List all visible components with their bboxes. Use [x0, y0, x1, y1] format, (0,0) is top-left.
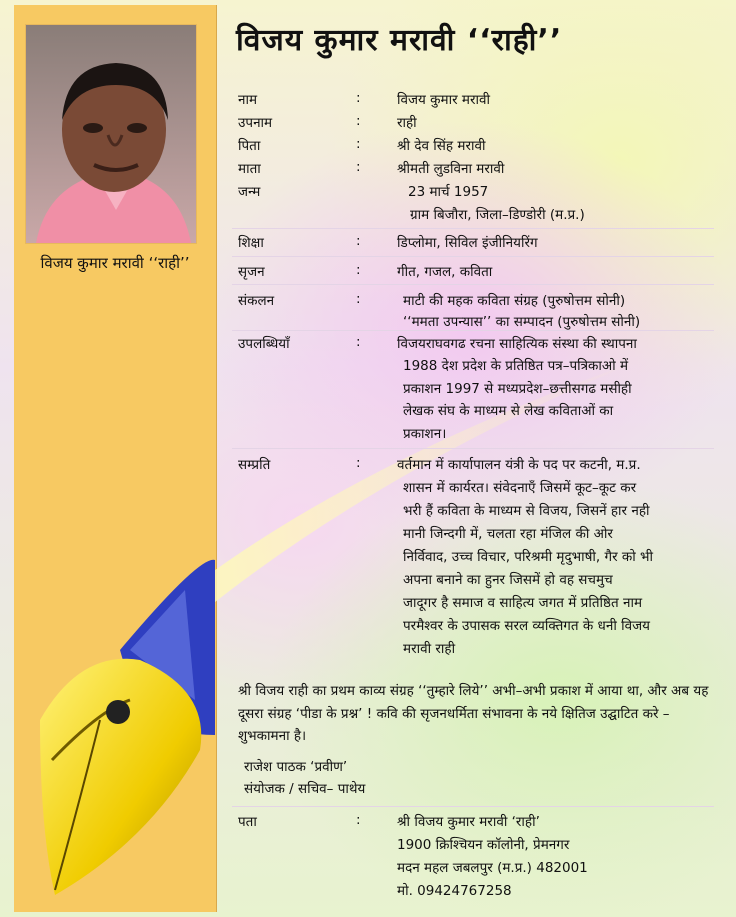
- current-line: भरी हैं कविता के माध्यम से विजय, जिसनें हार नही: [403, 503, 650, 519]
- colon: :: [356, 291, 361, 307]
- current-line: मरावी राही: [403, 641, 456, 657]
- colon: :: [356, 90, 361, 106]
- label-alias: उपनाम: [238, 115, 273, 131]
- current-line: मानी जिन्दगी में, चलता रहा मंजिल की ओर: [403, 526, 613, 542]
- colon: :: [356, 334, 361, 350]
- label-address: पता: [238, 814, 257, 830]
- achievement-line: लेखक संघ के माध्यम से लेख कविताओं का: [403, 403, 614, 419]
- appreciation-note: श्री विजय राही का प्रथम काव्य संग्रह ‘‘तुम्हारे लिये’’ अभी–अभी प्रकाश में आया था, और अब यह दूसरा संग्रह ‘पीडा के प्रश्न’ ! कवि की सृजनधर्मिता संभावना के नये क्षितिज उद्घाटित करे – शुभकामना है।: [238, 683, 709, 744]
- current-line: परमैश्वर के उपासक सरल व्यक्तिगत के धनी विजय: [403, 618, 650, 634]
- divider: [232, 448, 714, 449]
- colon: :: [356, 159, 361, 175]
- value-birth-place: ग्राम बिजौरा, जिला–डिण्डोरी (म.प्र.): [410, 207, 585, 223]
- address-line: श्री विजय कुमार मरावी ‘राही’: [397, 814, 540, 830]
- current-line: वर्तमान में कार्यापालन यंत्री के पद पर कटनी, म.प्र.: [397, 457, 641, 473]
- current-line: जादूगर है समाज व साहित्य जगत में प्रतिष्ठित नाम: [403, 595, 643, 611]
- value-mother: श्रीमती लुडविना मरावी: [397, 161, 505, 177]
- divider: [232, 228, 714, 229]
- value-compilation-1: माटी की महक कविता संग्रह (पुरुषोत्तम सोनी): [403, 293, 626, 309]
- label-compilation: संकलन: [238, 293, 275, 309]
- label-achievements: उपलब्धियाँ: [238, 336, 290, 352]
- colon: :: [356, 113, 361, 129]
- value-father: श्री देव सिंह मरावी: [397, 138, 486, 154]
- achievement-line: 1988 देश प्रदेश के प्रतिष्ठित पत्र–पत्रिकाओ में: [403, 358, 629, 374]
- label-education: शिक्षा: [238, 235, 264, 251]
- colon: :: [356, 233, 361, 249]
- address-line: 1900 क्रिश्चियन कॉलोनी, प्रेमनगर: [397, 837, 570, 853]
- value-name: विजय कुमार मरावी: [397, 92, 490, 108]
- label-current: सम्प्रति: [238, 457, 271, 473]
- current-line: निर्विवाद, उच्च विचार, परिश्रमी मृदुभाषी, गैर को भी: [403, 549, 654, 565]
- value-creation: गीत, गजल, कविता: [397, 264, 493, 280]
- value-birth-date: 23 मार्च 1957: [408, 184, 489, 200]
- signature-role: संयोजक / सचिव– पाथेय: [244, 781, 366, 797]
- photo-caption: विजय कुमार मरावी ‘‘राही’’: [40, 254, 190, 272]
- achievement-line: प्रकाशन।: [403, 426, 447, 442]
- label-name: नाम: [238, 92, 258, 108]
- address-line: मदन महल जबलपुर (म.प्र.) 482001: [397, 860, 588, 876]
- current-line: अपना बनाने का हुनर जिसमें हो वह सचमुच: [403, 572, 613, 588]
- value-alias: राही: [397, 115, 417, 131]
- achievement-line: प्रकाशन 1997 से मध्यप्रदेश–छत्तीसगढ मसीही: [403, 381, 632, 397]
- value-education: डिप्लोमा, सिविल इंजीनियरिंग: [397, 235, 538, 251]
- colon: :: [356, 812, 361, 828]
- current-line: शासन में कार्यरत। संवेदनाएँ जिसमें कूट–कूट कर: [403, 480, 637, 496]
- divider: [232, 256, 714, 257]
- divider: [232, 330, 714, 331]
- colon: :: [356, 136, 361, 152]
- colon: :: [356, 455, 361, 471]
- address-phone: मो. 09424767258: [397, 883, 512, 899]
- label-mother: माता: [238, 161, 261, 177]
- label-creation: सृजन: [238, 264, 265, 280]
- divider: [232, 284, 714, 285]
- achievement-line: विजयराघवगढ रचना साहित्यिक संस्था की स्थापना: [397, 336, 637, 352]
- page-title: विजय कुमार मरावी ‘‘राही’’: [236, 23, 563, 58]
- label-father: पिता: [238, 138, 261, 154]
- colon: :: [356, 262, 361, 278]
- signature-name: राजेश पाठक ‘प्रवीण’: [244, 759, 348, 775]
- divider: [232, 806, 714, 807]
- label-birth: जन्म: [238, 184, 261, 200]
- value-compilation-2: ‘‘ममता उपन्यास’’ का सम्पादन (पुरुषोत्तम सोनी): [403, 314, 641, 330]
